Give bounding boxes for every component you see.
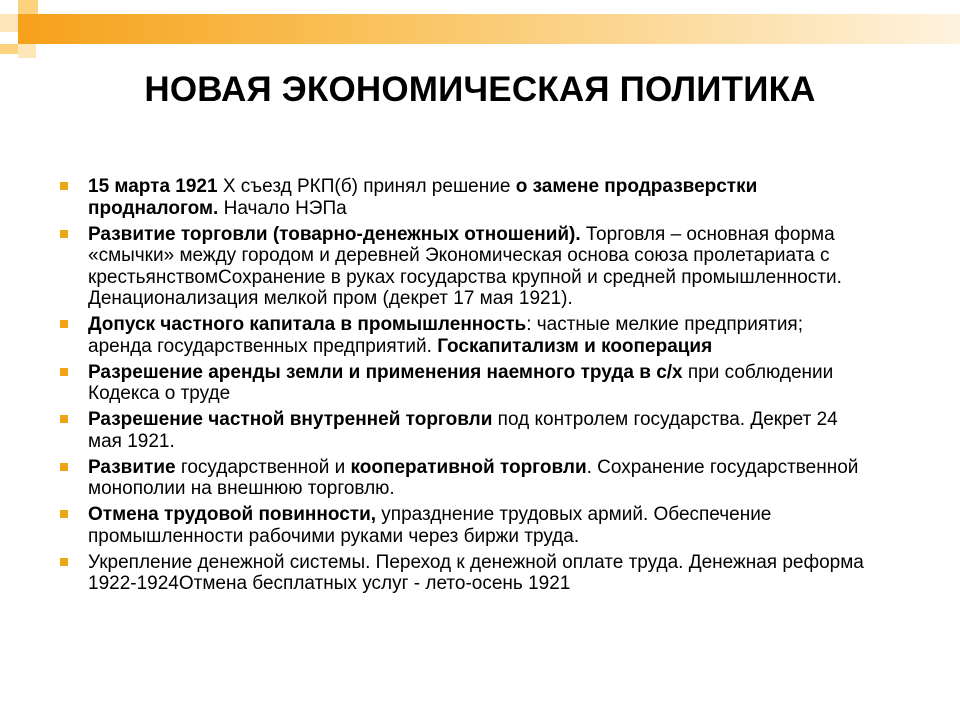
bullet-marker-icon — [60, 368, 68, 376]
bullet-text-bold: Развитие — [88, 456, 176, 478]
bullet-marker-icon — [60, 182, 68, 190]
bullet-text-bold: 15 марта 1921 — [88, 176, 218, 197]
bullet-marker-icon — [60, 320, 68, 328]
bullet-item — [58, 224, 868, 310]
bullet-text-bold: Развитие торговли (товарно-денежных отношений). — [88, 223, 581, 245]
decoration-square — [18, 14, 42, 44]
decoration-square — [0, 44, 18, 54]
bullet-text: упразднение трудовых армий. Обеспечение промышленности рабочими руками через биржи труда. — [88, 504, 772, 547]
bullet-marker-icon — [60, 463, 68, 471]
bullet-text: Начало НЭПа — [218, 197, 347, 219]
bullet-item — [58, 362, 868, 405]
bullet-text: . Сохранение государственной монополии на внешнюю торговлю. — [88, 456, 859, 499]
bullet-marker-icon — [60, 558, 68, 566]
bullet-marker-icon — [60, 230, 68, 238]
bullet-text: : частные мелкие предприятия; аренда государственных предприятий. — [88, 314, 803, 357]
bullet-text: при соблюдении Кодекса о труде — [88, 361, 834, 404]
bullet-item — [58, 504, 868, 547]
bullet-list — [58, 176, 868, 599]
bullet-item — [58, 409, 868, 452]
bullet-marker-icon — [60, 415, 68, 423]
bullet-text: Х съезд РКП(б) принял решение — [217, 176, 516, 197]
bullet-text-bold: о замене продразверстки продналогом. — [88, 176, 758, 219]
decoration-square — [18, 0, 38, 14]
bullet-text-bold: Госкапитализм и кооперация — [437, 335, 713, 357]
bullet-text: Укрепление денежной системы. Переход к денежной оплате труда. Денежная реформа 1922-1924Отмена бесплатных услуг - лето-осень 1921 — [88, 551, 864, 594]
bullet-marker-icon — [60, 510, 68, 518]
bullet-item — [58, 552, 868, 595]
bullet-text: государственной и — [175, 456, 351, 478]
bullet-text: Торговля – основная форма «смычки» между городом и деревней Экономическая основа союза пролетариата с крестьянствомСохранение в руках государства крупной и средней промышленности. Денационализация мелкой пром (декрет 17 мая 1921). — [88, 223, 842, 309]
bullet-text-bold: кооперативной торговли — [350, 456, 587, 478]
decoration-square — [0, 14, 18, 32]
decoration-square — [18, 44, 36, 58]
header-decoration-band — [42, 14, 960, 44]
bullet-text-bold: Разрешение аренды земли и применения наемного труда в с/х — [88, 361, 683, 383]
bullet-text-bold: Разрешение частной внутренней торговли — [88, 409, 493, 430]
bullet-item — [58, 314, 868, 357]
bullet-item — [58, 457, 868, 500]
bullet-text-bold: Отмена трудовой повинности, — [88, 504, 377, 525]
slide-title: НОВАЯ ЭКОНОМИЧЕСКАЯ ПОЛИТИКА — [144, 70, 816, 109]
bullet-text: под контролем государства. Декрет 24 мая 1921. — [88, 409, 838, 452]
bullet-text-bold: Допуск частного капитала в промышленность — [88, 314, 527, 335]
bullet-item — [58, 176, 868, 219]
